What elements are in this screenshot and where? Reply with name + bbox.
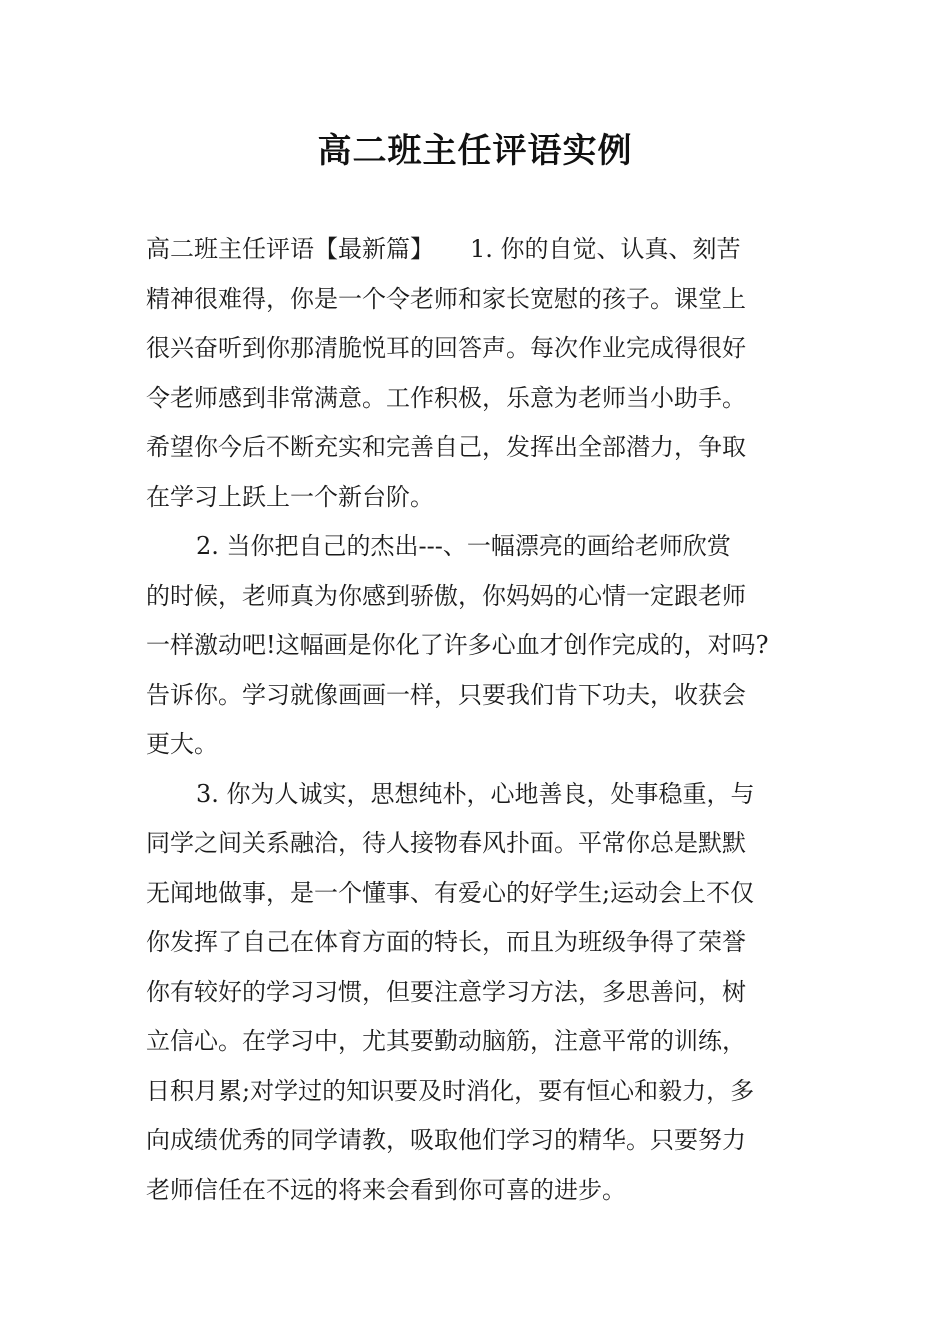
document-body [146, 225, 806, 1215]
text-line: 精神很难得，你是一个令老师和家长宽慰的孩子。课堂上 [146, 284, 746, 313]
text-line: 更大。 [146, 730, 218, 758]
text-line: 向成绩优秀的同学请教，吸取他们学习的精华。只要努力 [146, 1126, 746, 1154]
text-line: 的时候，老师真为你感到骄傲，你妈妈的心情一定跟老师 [146, 581, 746, 610]
text-line: 高二班主任评语【最新篇】 1. 你的自觉、认真、刻苦 [146, 235, 741, 263]
text-line: 老师信任在不远的将来会看到你可喜的进步。 [146, 1175, 626, 1204]
text-line: 你有较好的学习习惯，但要注意学习方法，多思善问，树 [146, 977, 746, 1006]
text-line: 你发挥了自己在体育方面的特长，而且为班级争得了荣誉 [146, 928, 746, 956]
text-line: 令老师感到非常满意。工作积极，乐意为老师当小助手。 [146, 383, 746, 412]
text-line: 同学之间关系融洽，待人接物春风扑面。平常你总是默默 [146, 829, 746, 857]
paragraph-start-line: 3. 你为人诚实，思想纯朴，心地善良，处事稳重，与 [196, 779, 755, 808]
text-line: 希望你今后不断充实和完善自己，发挥出全部潜力，争取 [146, 433, 746, 461]
text-line: 日积月累;对学过的知识要及时消化，要有恒心和毅力，多 [146, 1076, 755, 1105]
text-line: 立信心。在学习中，尤其要勤动脑筋，注意平常的训练， [146, 1027, 746, 1055]
text-line: 告诉你。学习就像画画一样，只要我们肯下功夫，收获会 [146, 680, 746, 709]
text-line: 在学习上跃上一个新台阶。 [146, 482, 434, 511]
page-title: 高二班主任评语实例 [317, 131, 633, 171]
paragraph-start-line: 2. 当你把自己的杰出---、一幅漂亮的画给老师欣赏 [196, 532, 731, 560]
text-line: 很兴奋听到你那清脆悦耳的回答声。每次作业完成得很好 [146, 334, 746, 362]
text-line: 无闻地做事，是一个懂事、有爱心的好学生;运动会上不仅 [146, 878, 755, 907]
text-line: 一样激动吧!这幅画是你化了许多心血才创作完成的，对吗? [146, 631, 769, 659]
